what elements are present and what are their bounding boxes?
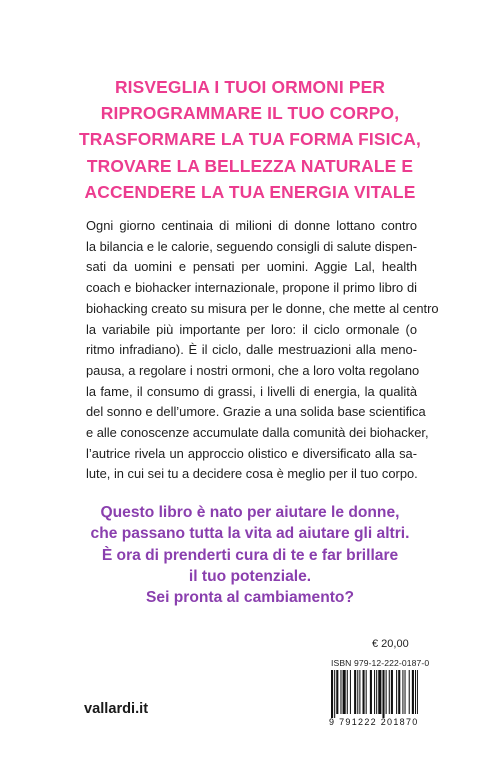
barcode-bar [402, 670, 403, 714]
barcode-bar [350, 670, 351, 714]
blurb-line: biohacking creato su misura per le donne, che mette al centro [86, 300, 439, 316]
blurb-line: del sonno e dell’umore. Grazie a una solida base scientifica [86, 404, 426, 420]
headline-line: TRASFORMARE LA TUA FORMA FISICA, [79, 129, 421, 150]
callout-line: il tuo potenziale. [188, 567, 312, 585]
barcode-bar [340, 670, 341, 714]
publisher-website: vallardi.it [84, 701, 149, 717]
barcode-bar [331, 670, 333, 718]
barcode-bar [376, 670, 377, 714]
barcode-bar [389, 670, 390, 714]
callout-line: Questo libro è nato per aiutare le donne, [100, 504, 400, 521]
barcode-bar [405, 670, 406, 714]
barcode-bar [357, 670, 358, 714]
barcode-bar [359, 670, 360, 714]
barcode-bar [347, 670, 348, 714]
headline-line: ACCENDERE LA TUA ENERGIA VITALE [84, 181, 416, 202]
barcode-bar [363, 670, 365, 714]
blurb-line: e alle conoscenze accumulate dalla comunità dei biohacker, [86, 425, 429, 441]
headline [0, 74, 500, 205]
blurb-line: la variabile più importante per loro: il ciclo ormonale (o [86, 321, 417, 337]
blurb-line: sati da uomini e pensati per uomini. Aggie Lal, health [86, 259, 417, 275]
headline-line: RIPROGRAMMARE IL TUO CORPO, [100, 103, 400, 124]
price-label: € 20,00 [372, 638, 409, 650]
callout-line: Sei pronta al cambiamento? [146, 589, 354, 607]
barcode-bar [417, 670, 418, 714]
barcode-digits: 9 791222 201870 [329, 717, 419, 727]
barcode-bar [398, 670, 400, 714]
blurb-paragraph [86, 216, 439, 485]
barcode-bar [343, 670, 346, 714]
barcode-bar [366, 670, 367, 714]
barcode-bar [336, 670, 338, 714]
blurb-line: coach e biohacker internazionale, propone il primo libro di [86, 280, 417, 296]
blurb-line: pausa, a regolare i nostri ormoni, che a loro volta regolano [86, 362, 420, 378]
headline-line: RISVEGLIA I TUOI ORMONI PER [114, 77, 386, 97]
barcode-bar [370, 670, 372, 714]
barcode-bar [412, 670, 414, 714]
blurb-line: lute, in cui sei tu a decidere cosa è meglio per il tuo corpo. [86, 466, 418, 482]
barcode-bar [396, 670, 397, 714]
barcode-bar [354, 670, 356, 714]
blurb-line: l’autrice rivela un approccio olistico e diversificato alla sa- [86, 445, 417, 461]
barcode-bar [382, 670, 384, 718]
barcode-bar [386, 670, 387, 714]
blurb-line: Ogni giorno centinaia di milioni di donne lottano contro [86, 218, 417, 233]
callout [0, 502, 500, 608]
callout-line: che passano tutta la vita ad aiutare gli altri. [90, 525, 410, 543]
barcode-bars [331, 670, 418, 718]
blurb-line: la fame, il consumo di grassi, i livelli di energia, la qualità [86, 383, 417, 399]
headline-line: TROVARE LA BELLEZZA NATURALE E [86, 155, 414, 176]
barcode-bar [415, 670, 416, 714]
barcode-bar [391, 670, 393, 714]
barcode-bar [334, 670, 335, 718]
blurb-line: la bilancia e le calorie, seguendo consigli di salute dispen- [86, 238, 418, 254]
callout-line: È ora di prenderti cura di te e far brillare [101, 546, 399, 564]
barcode-bar [374, 670, 375, 714]
isbn-label: ISBN 979-12-222-0187-0 [331, 658, 430, 668]
barcode-bar [409, 670, 410, 714]
barcode-bar [378, 670, 381, 714]
barcode-image [331, 670, 418, 724]
blurb-line: ritmo infradiano). È il ciclo, dalle mestruazioni alla meno- [86, 342, 417, 358]
